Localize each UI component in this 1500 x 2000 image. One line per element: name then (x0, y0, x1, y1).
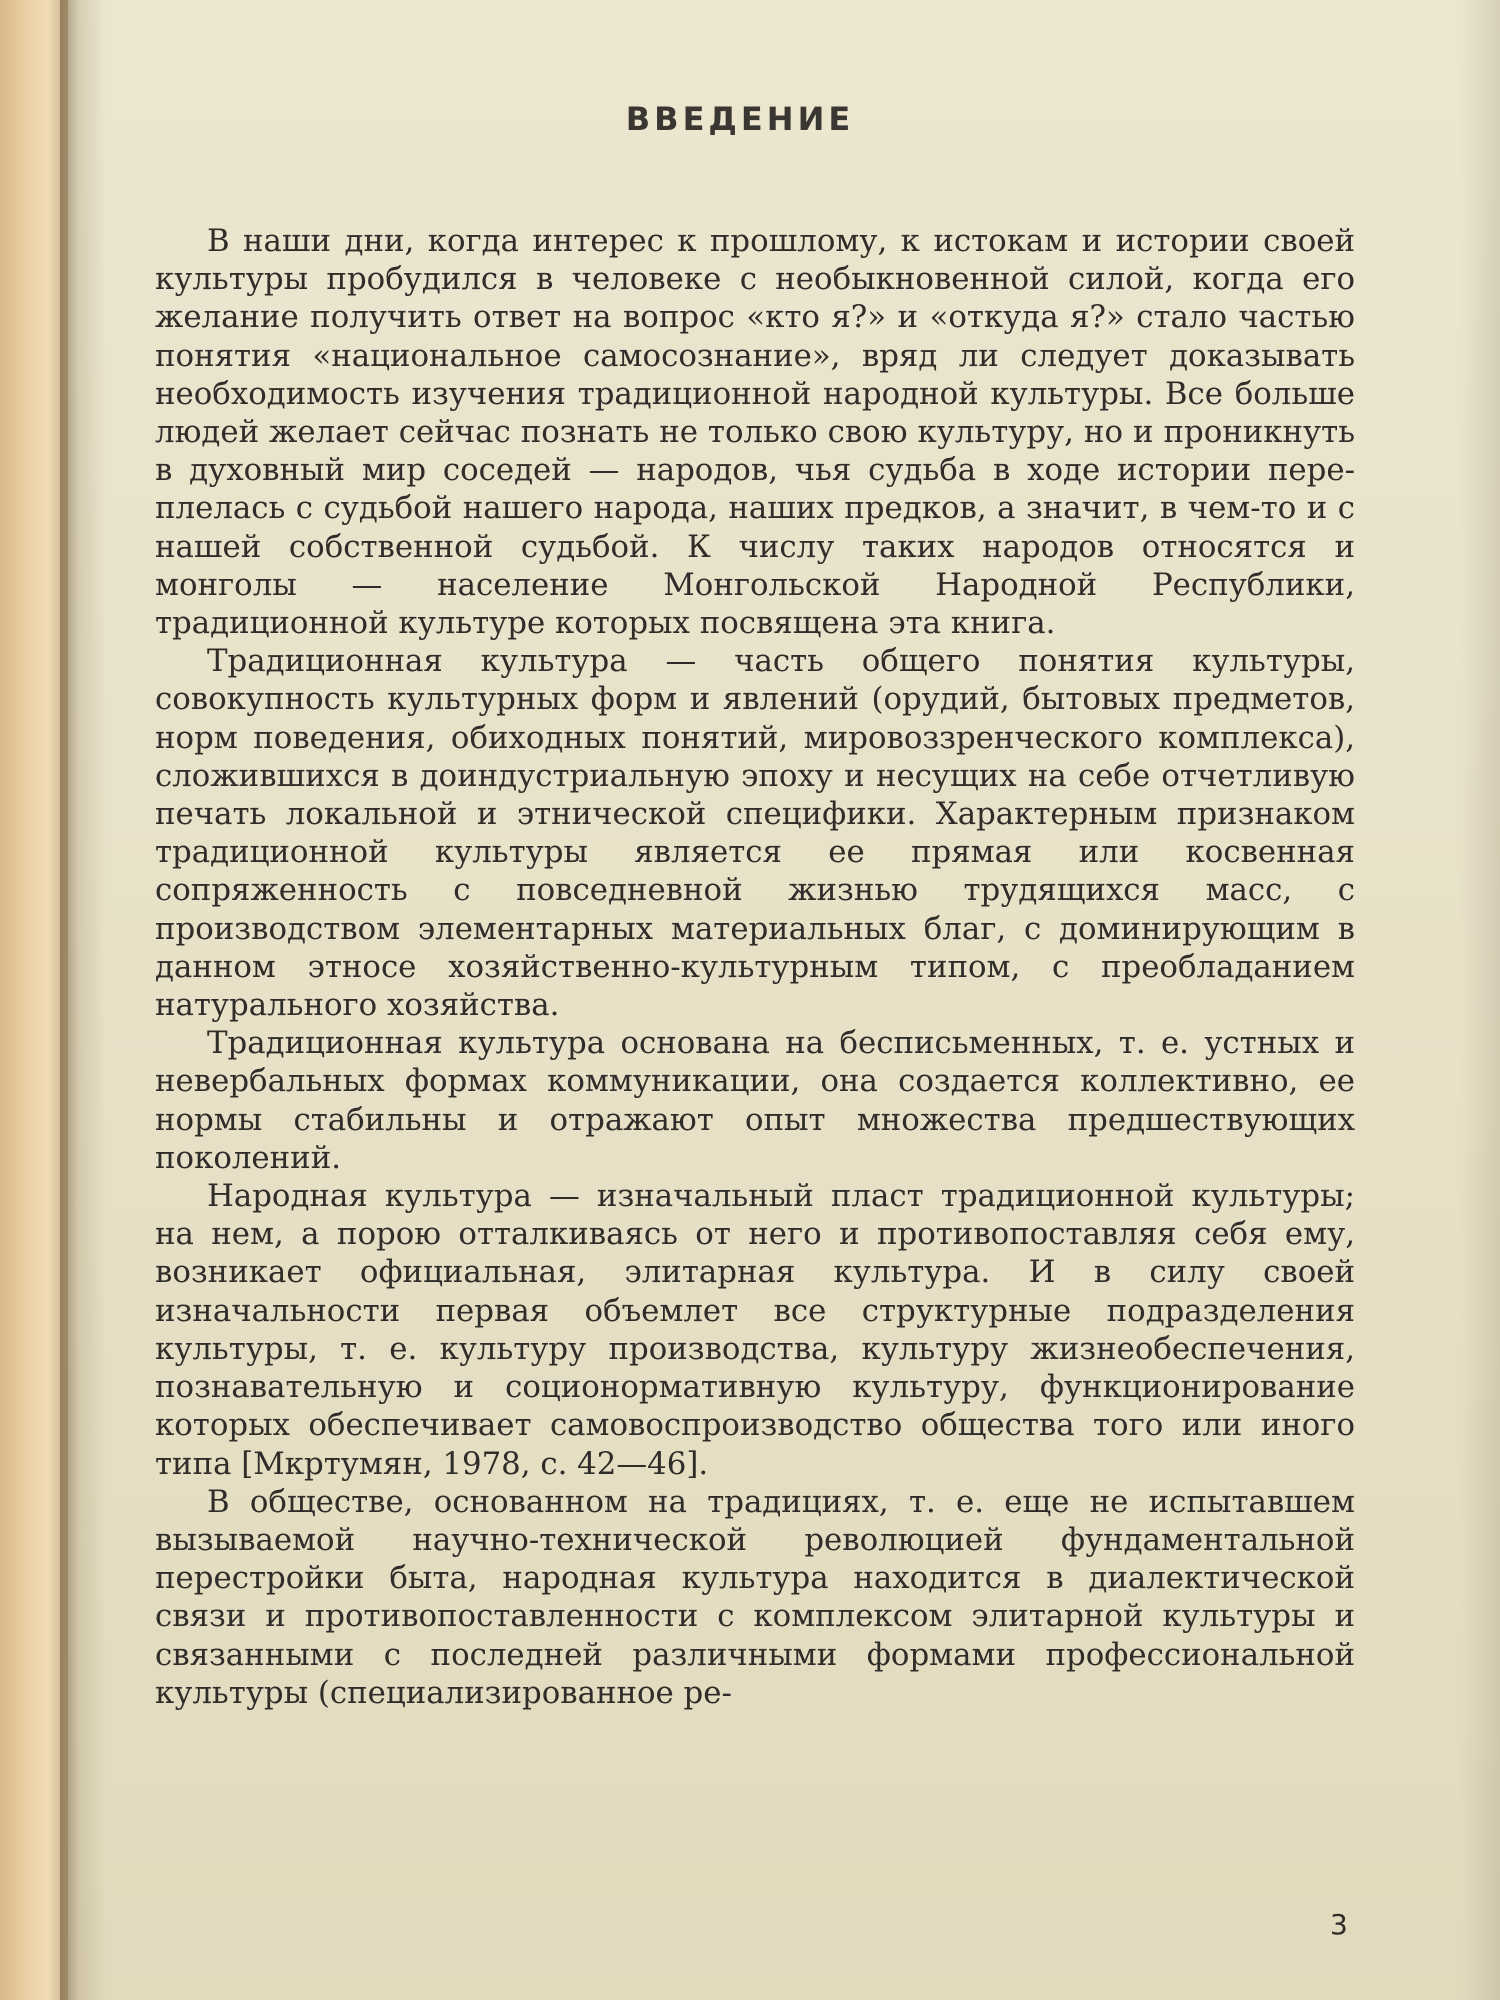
left-page-edge (0, 0, 68, 2000)
body-text (155, 222, 1355, 1712)
page-title: ВВЕДЕНИЕ (625, 100, 855, 138)
paragraph: Традиционная культура — часть общего понятия культуры, совокупность культурных форм и явлений (орудий, бытовых предметов, норм поведения, обиходных понятий, мировоззренческого комплекса), сложившихся в доиндустриальную эпоху и несущих на себе отчетливую печать локальной и этнической специфики. Характерным признаком традиционной культуры является ее прямая или косвенная сопряженность с повседневной жизнью трудящихся масс, с производством элементарных материальных благ, с доминирующим в данном этносе хозяйственно-культурным типом, с преобладанием натурального хозяйства. (155, 643, 1355, 1024)
paragraph: В наши дни, когда интерес к прошлому, к истокам и истории своей культуры пробудился в человеке с необыкновенной силой, когда его желание получить ответ на вопрос «кто я?» и «откуда я?» стало частью понятия «национальное самосознание», вряд ли следует доказывать необходимость изучения традиционной народной культуры. Все больше людей желает сейчас познать не только свою культуру, но и проникнуть в духовный мир соседей — народов, чья судьба в ходе истории переплелась с судьбой нашего народа, наших предков, а значит, в чем-то и с нашей собственной судьбой. К числу таких народов относятся и монголы — население Монгольской Народной Республики, традиционной культуре которых посвящена эта книга. (155, 223, 1355, 642)
page-number: 3 (1330, 1908, 1348, 1941)
paragraph: Народная культура — изначальный пласт традиционной культуры; на нем, а порою отталкиваясь от него и противопоставляя себя ему, возникает официальная, элитарная культура. И в силу своей изначальности первая объемлет все структурные подразделения культуры, т. е. культуру производства, культуру жизнеобеспечения, познавательную и соционормативную культуру, функционирование которых обеспечивает самовоспроизводство общества того или иного типа [Мкртумян, 1978, с. 42—46]. (155, 1178, 1355, 1482)
paragraph: В обществе, основанном на традициях, т. е. еще не испытавшем вызываемой научно-технической революцией фундаментальной перестройки быта, народная культура находится в диалектической связи и противопоставленности с комплексом элитарной культуры и связанными с последней различными формами профессиональной культуры (специализированное ре- (155, 1483, 1355, 1711)
book-gutter (60, 0, 106, 2000)
paragraph: Традиционная культура основана на бесписьменных, т. е. устных и невербальных формах коммуникации, она создается коллективно, ее нормы стабильны и отражают опыт множества предшествующих поколений. (155, 1025, 1355, 1176)
